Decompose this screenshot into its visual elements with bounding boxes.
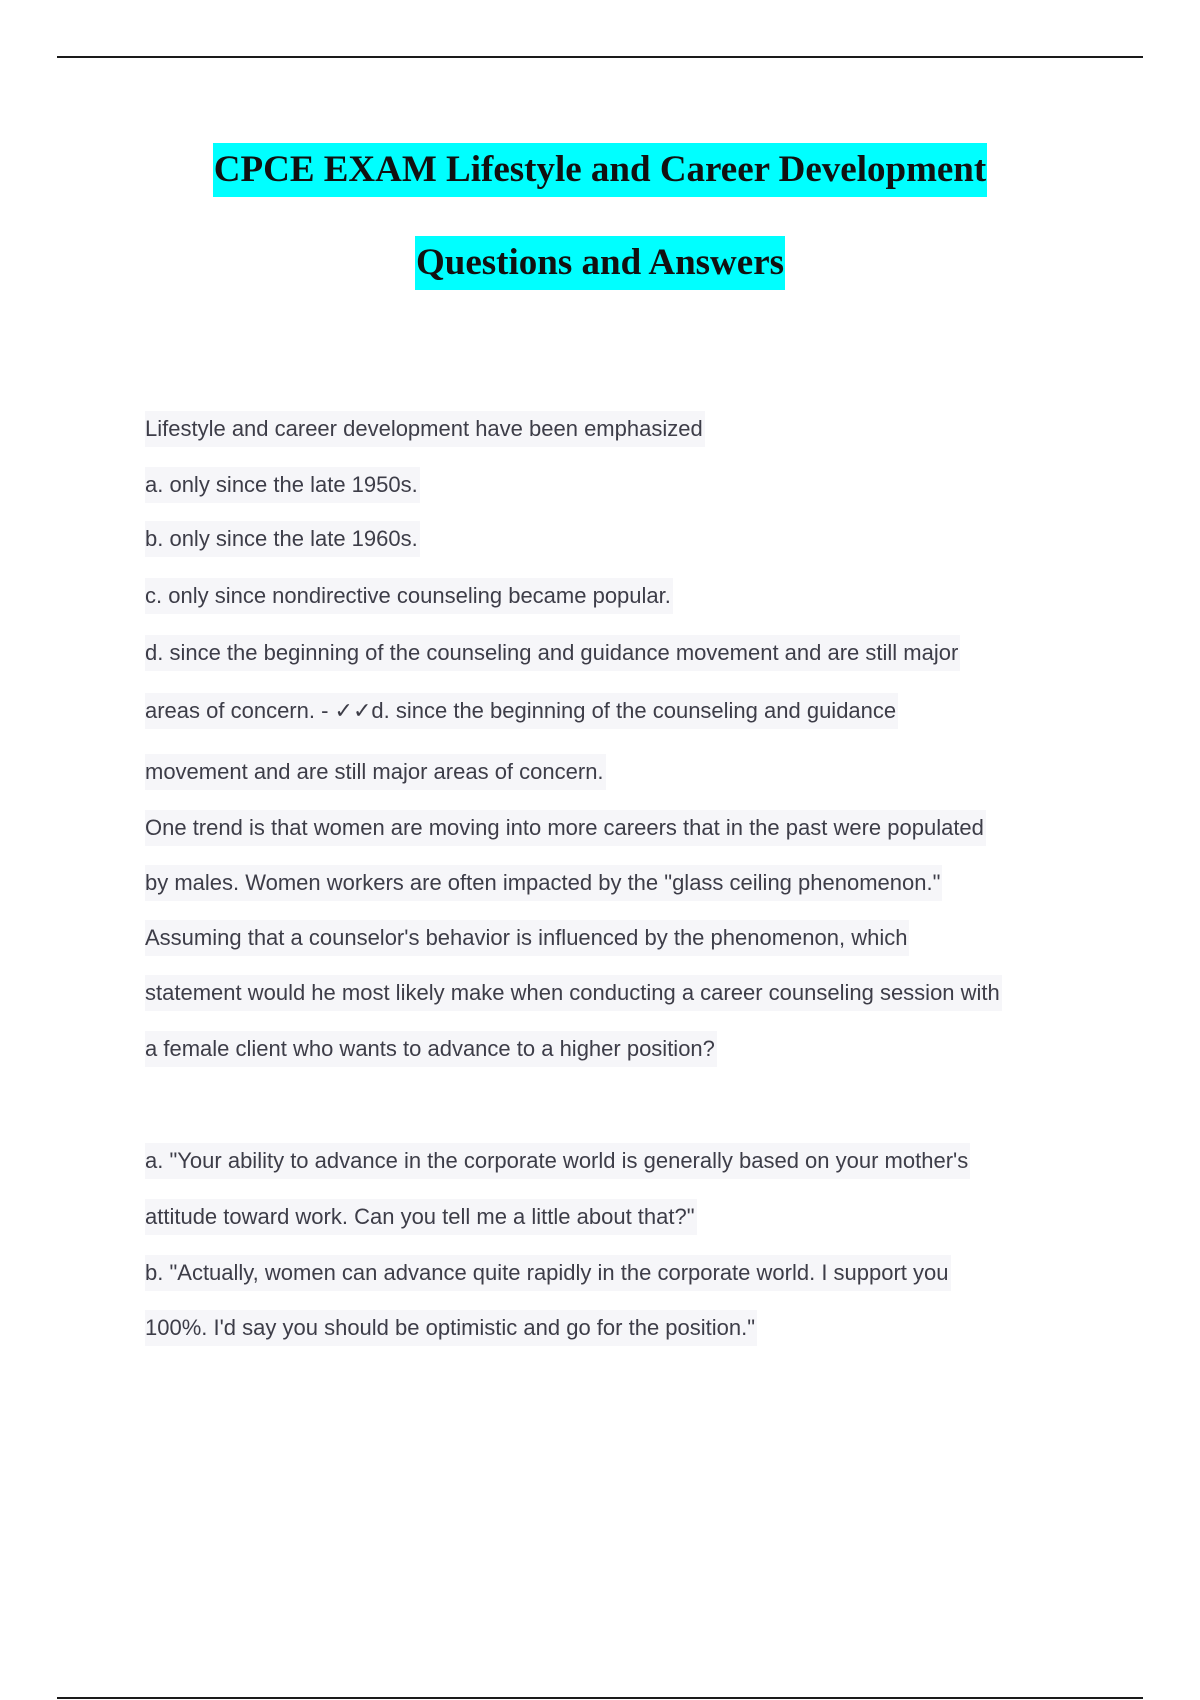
title-highlight: CPCE EXAM Lifestyle and Career Development (213, 143, 987, 197)
question-2-option-a: a. "Your ability to advance in the corporate world is generally based on your mother's (145, 1150, 970, 1172)
document-title-line-2 (0, 244, 1200, 281)
question-1-option-a: a. only since the late 1950s. (145, 474, 420, 496)
question-2-stem: One trend is that women are moving into more careers that in the past were populated (145, 817, 986, 839)
question-2-option-b-cont: 100%. I'd say you should be optimistic and go for the position." (145, 1317, 757, 1339)
question-2-stem-cont: Assuming that a counselor's behavior is influenced by the phenomenon, which (145, 927, 909, 949)
question-1-option-c: c. only since nondirective counseling became popular. (145, 585, 673, 607)
question-1-answer: areas of concern. - ✓✓d. since the beginning of the counseling and guidance (145, 700, 898, 722)
question-2-stem-cont: a female client who wants to advance to a higher position? (145, 1038, 717, 1060)
question-2-option-b: b. "Actually, women can advance quite rapidly in the corporate world. I support you (145, 1262, 951, 1284)
question-1-stem: Lifestyle and career development have been emphasized (145, 418, 705, 440)
bottom-rule (57, 1697, 1143, 1699)
title-highlight: Questions and Answers (415, 236, 785, 290)
question-2-stem-cont: statement would he most likely make when conducting a career counseling session with (145, 982, 1002, 1004)
document-title-line-1 (0, 151, 1200, 188)
question-1-answer-cont: movement and are still major areas of concern. (145, 761, 606, 783)
question-1-option-b: b. only since the late 1960s. (145, 528, 420, 550)
question-2-stem-cont: by males. Women workers are often impacted by the "glass ceiling phenomenon." (145, 872, 942, 894)
question-2-option-a-cont: attitude toward work. Can you tell me a little about that?" (145, 1206, 697, 1228)
question-1-option-d: d. since the beginning of the counseling and guidance movement and are still major (145, 642, 960, 664)
top-rule (57, 56, 1143, 58)
